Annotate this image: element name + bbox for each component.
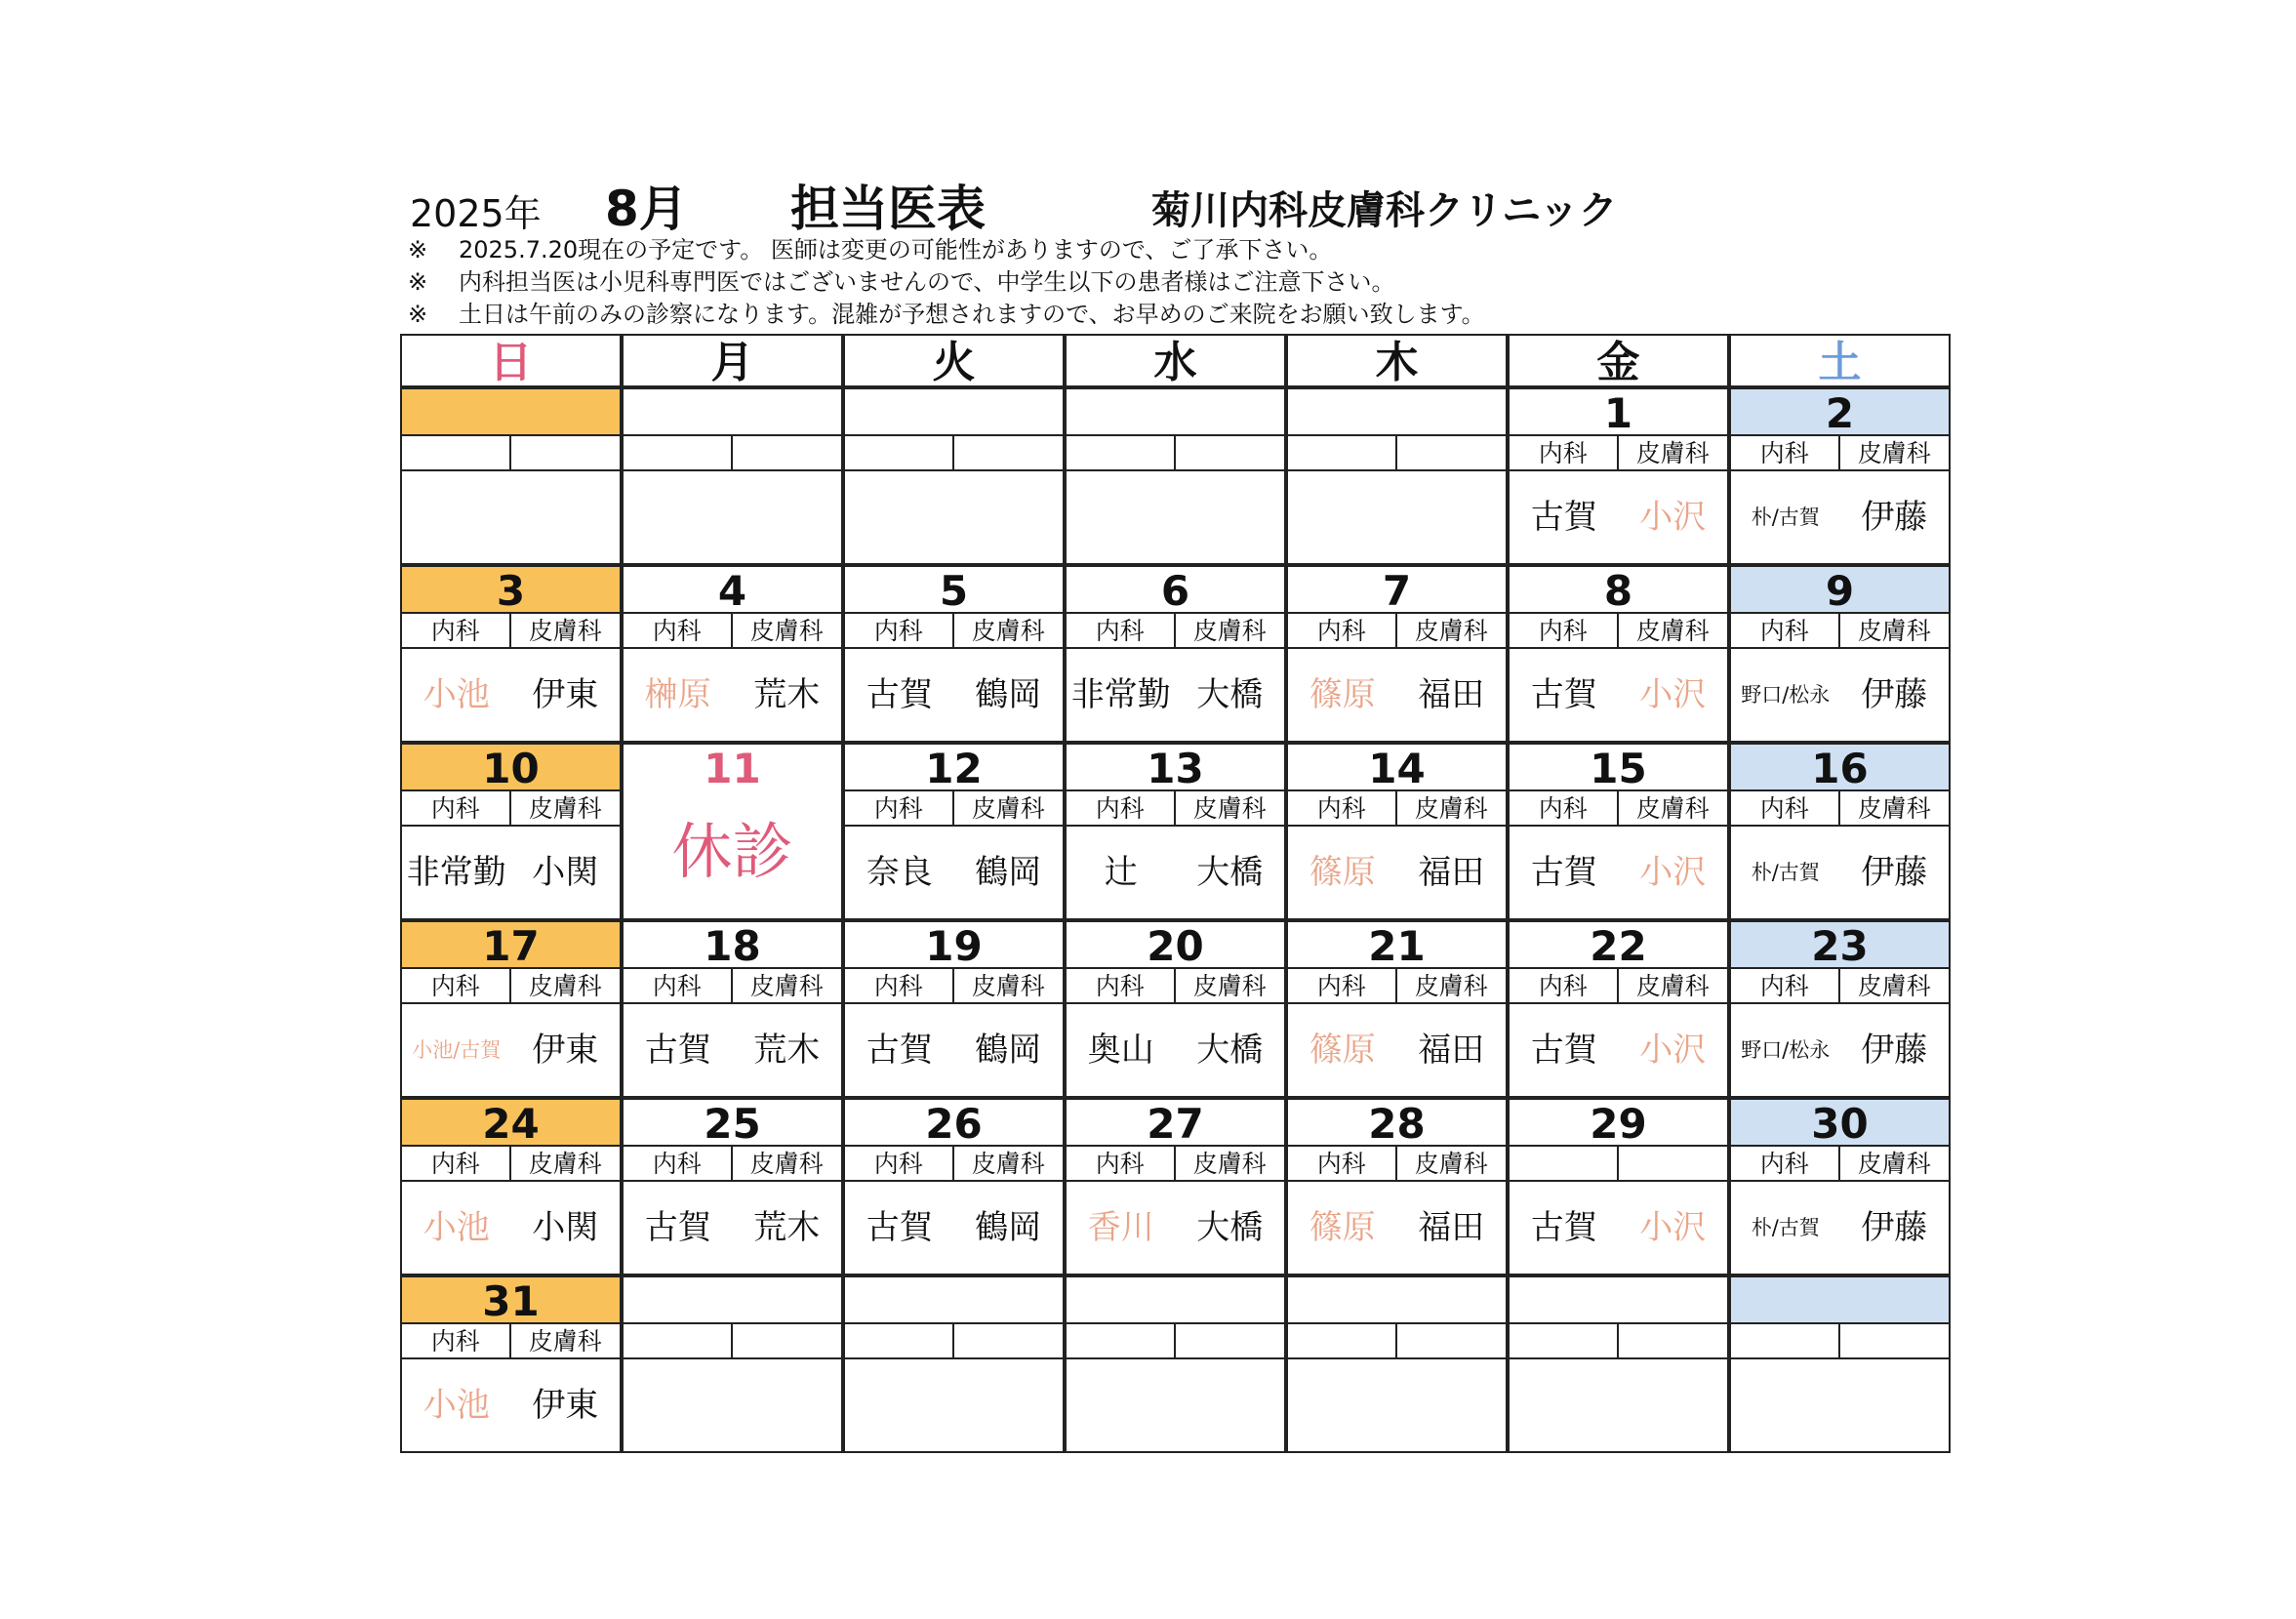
empty-dept-cell <box>845 434 954 471</box>
day-cell <box>400 1098 622 1275</box>
internal-dept-label: 内科 <box>1510 434 1619 471</box>
empty-dept-cell <box>1288 434 1397 471</box>
empty-dept-cell <box>1510 1322 1619 1359</box>
day-number: 18 <box>704 922 761 970</box>
derm-doctor: 鶴岡 <box>975 675 1042 714</box>
day-cell <box>1065 565 1286 743</box>
internal-dept-label: 内科 <box>1510 967 1619 1004</box>
day-cell <box>400 387 622 565</box>
month-label: 8月 <box>605 181 688 237</box>
day-cell <box>843 565 1065 743</box>
day-number: 17 <box>402 922 620 967</box>
derm-doctor: 福田 <box>1418 675 1485 714</box>
empty-dept-cell <box>1067 1322 1176 1359</box>
derm-doctor: 福田 <box>1418 1208 1485 1247</box>
day-cell <box>1286 565 1508 743</box>
day-number: 26 <box>925 1100 983 1148</box>
derm-doctor: 小関 <box>532 853 599 892</box>
day-number: 31 <box>402 1277 620 1322</box>
internal-dept-label: 内科 <box>1731 612 1840 649</box>
day-cell <box>1508 387 1729 565</box>
day-cell <box>843 387 1065 565</box>
empty-dept-cell <box>1619 1322 1728 1359</box>
day-number: 11 <box>704 745 761 792</box>
day-number: 2 <box>1731 389 1949 434</box>
day-number: 7 <box>1382 567 1412 615</box>
derm-dept-label: 皮膚科 <box>1619 967 1728 1004</box>
day-cell <box>1065 1098 1286 1275</box>
derm-doctor: 大橋 <box>1196 675 1264 714</box>
derm-doctor: 福田 <box>1418 1031 1485 1070</box>
note-line <box>408 299 2067 331</box>
internal-doctor: 香川 <box>1087 1208 1154 1247</box>
day-number: 16 <box>1731 745 1949 789</box>
internal-doctor: 古賀 <box>1530 498 1597 537</box>
derm-doctor: 伊東 <box>532 1031 599 1070</box>
derm-doctor: 小沢 <box>1639 498 1707 537</box>
empty-dept-cell <box>954 434 1064 471</box>
internal-doctor: 小池/古賀 <box>412 1038 502 1062</box>
derm-doctor: 伊藤 <box>1861 853 1928 892</box>
day-number: 15 <box>1590 745 1647 792</box>
day-cell <box>1065 743 1286 920</box>
derm-dept-label: 皮膚科 <box>1840 612 1950 649</box>
day-number: 28 <box>1368 1100 1426 1148</box>
derm-dept-label: 皮膚科 <box>511 967 621 1004</box>
empty-dept-cell <box>845 1322 954 1359</box>
day-cell <box>1286 920 1508 1098</box>
day-number: 14 <box>1368 745 1426 792</box>
derm-dept-label: 皮膚科 <box>1397 1145 1507 1182</box>
empty-dept-cell <box>1176 1322 1285 1359</box>
internal-dept-label: 内科 <box>1731 434 1840 471</box>
empty-dept-cell <box>1510 1145 1619 1182</box>
day-number <box>624 1277 841 1322</box>
weekday-header: 火 <box>843 334 1065 387</box>
derm-doctor: 鶴岡 <box>975 853 1042 892</box>
derm-dept-label: 皮膚科 <box>954 789 1064 827</box>
day-cell <box>1729 565 1951 743</box>
day-cell <box>1729 1098 1951 1275</box>
derm-doctor: 小沢 <box>1639 1208 1707 1247</box>
day-number <box>845 389 1063 434</box>
day-cell <box>843 920 1065 1098</box>
day-number <box>1731 1277 1949 1322</box>
internal-doctor: 奥山 <box>1087 1031 1154 1070</box>
internal-doctor: 朴/古賀 <box>1751 1216 1820 1239</box>
derm-dept-label: 皮膚科 <box>954 1145 1064 1182</box>
internal-dept-label: 内科 <box>1288 1145 1397 1182</box>
internal-doctor: 非常勤 <box>1070 675 1171 714</box>
day-number: 5 <box>939 567 969 615</box>
day-number: 30 <box>1731 1100 1949 1145</box>
internal-doctor: 野口/松永 <box>1741 683 1831 707</box>
derm-dept-label: 皮膚科 <box>1397 612 1507 649</box>
empty-dept-cell <box>511 434 621 471</box>
note-mark: ※ <box>408 301 428 328</box>
day-cell <box>622 1098 843 1275</box>
empty-dept-cell <box>1840 1322 1950 1359</box>
derm-dept-label: 皮膚科 <box>954 612 1064 649</box>
week-row <box>400 387 1954 565</box>
internal-doctor: 篠原 <box>1309 1208 1376 1247</box>
day-cell <box>1065 1275 1286 1453</box>
internal-doctor: 古賀 <box>1530 853 1597 892</box>
internal-dept-label: 内科 <box>845 612 954 649</box>
derm-doctor: 伊藤 <box>1861 1208 1928 1247</box>
day-cell <box>622 743 843 920</box>
internal-doctor: 野口/松永 <box>1741 1038 1831 1062</box>
day-cell <box>622 1275 843 1453</box>
day-cell <box>843 1098 1065 1275</box>
derm-doctor: 福田 <box>1418 853 1485 892</box>
empty-dept-cell <box>624 1322 733 1359</box>
note-text: 2025.7.20現在の予定です。 医師は変更の可能性がありますので、ご了承下さい。 <box>459 236 1333 263</box>
day-cell <box>622 387 843 565</box>
derm-doctor: 伊藤 <box>1861 675 1928 714</box>
day-number: 20 <box>1147 922 1204 970</box>
clinic-name: 菊川内科皮膚科クリニック <box>1151 188 1618 233</box>
derm-dept-label: 皮膚科 <box>954 967 1064 1004</box>
day-number <box>624 389 841 434</box>
derm-dept-label: 皮膚科 <box>1619 612 1728 649</box>
empty-dept-cell <box>1176 434 1285 471</box>
day-number <box>1288 1277 1506 1322</box>
internal-doctor: 古賀 <box>866 675 933 714</box>
derm-dept-label: 皮膚科 <box>511 1145 621 1182</box>
day-number: 8 <box>1603 567 1633 615</box>
derm-doctor: 荒木 <box>753 1031 821 1070</box>
day-cell <box>1508 920 1729 1098</box>
derm-doctor: 大橋 <box>1196 853 1264 892</box>
derm-doctor: 鶴岡 <box>975 1208 1042 1247</box>
empty-dept-cell <box>1067 434 1176 471</box>
derm-doctor: 小沢 <box>1639 853 1707 892</box>
derm-dept-label: 皮膚科 <box>1176 789 1285 827</box>
empty-dept-cell <box>1397 434 1507 471</box>
derm-dept-label: 皮膚科 <box>733 1145 842 1182</box>
day-number <box>845 1277 1063 1322</box>
weekday-header: 金 <box>1508 334 1729 387</box>
day-number: 19 <box>925 922 983 970</box>
internal-doctor: 古賀 <box>1530 1031 1597 1070</box>
internal-dept-label: 内科 <box>402 1322 511 1359</box>
derm-dept-label: 皮膚科 <box>511 612 621 649</box>
day-number <box>1510 1277 1727 1322</box>
empty-dept-cell <box>1397 1322 1507 1359</box>
internal-dept-label: 内科 <box>1067 967 1176 1004</box>
note-text: 内科担当医は小児科専門医ではございませんので、中学生以下の患者様はご注意下さい。 <box>459 268 1395 296</box>
day-number <box>1067 389 1284 434</box>
day-number: 1 <box>1603 389 1633 437</box>
empty-dept-cell <box>733 1322 842 1359</box>
derm-doctor: 伊東 <box>532 1386 599 1425</box>
internal-doctor: 小池 <box>423 675 490 714</box>
weekday-header: 土 <box>1729 334 1951 387</box>
weekday-header: 木 <box>1286 334 1508 387</box>
internal-doctor: 篠原 <box>1309 675 1376 714</box>
derm-dept-label: 皮膚科 <box>1840 789 1950 827</box>
empty-dept-cell <box>1731 1322 1840 1359</box>
internal-doctor: 古賀 <box>1530 1208 1597 1247</box>
day-cell <box>622 920 843 1098</box>
day-cell <box>1286 387 1508 565</box>
day-cell <box>1508 565 1729 743</box>
internal-dept-label: 内科 <box>845 1145 954 1182</box>
day-cell <box>1065 387 1286 565</box>
derm-dept-label: 皮膚科 <box>511 1322 621 1359</box>
derm-doctor: 荒木 <box>753 1208 821 1247</box>
derm-dept-label: 皮膚科 <box>1619 789 1728 827</box>
notes <box>408 234 2067 331</box>
derm-dept-label: 皮膚科 <box>511 789 621 827</box>
day-cell <box>400 920 622 1098</box>
day-cell <box>400 565 622 743</box>
derm-dept-label: 皮膚科 <box>1176 612 1285 649</box>
internal-dept-label: 内科 <box>402 1145 511 1182</box>
internal-dept-label: 内科 <box>845 967 954 1004</box>
derm-dept-label: 皮膚科 <box>1619 434 1728 471</box>
derm-dept-label: 皮膚科 <box>1397 789 1507 827</box>
derm-dept-label: 皮膚科 <box>1840 967 1950 1004</box>
day-cell <box>1729 920 1951 1098</box>
day-cell <box>400 743 622 920</box>
internal-doctor: 辻 <box>1104 853 1138 892</box>
note-line <box>408 234 2067 266</box>
day-cell <box>1729 1275 1951 1453</box>
day-cell <box>1508 1275 1729 1453</box>
weekday-header: 月 <box>622 334 843 387</box>
day-cell <box>1286 743 1508 920</box>
week-row <box>400 920 1954 1098</box>
weekday-header: 水 <box>1065 334 1286 387</box>
day-number: 12 <box>925 745 983 792</box>
internal-dept-label: 内科 <box>1731 1145 1840 1182</box>
derm-dept-label: 皮膚科 <box>1840 434 1950 471</box>
derm-dept-label: 皮膚科 <box>1397 967 1507 1004</box>
day-cell <box>1729 743 1951 920</box>
year-label: 2025年 <box>410 192 542 235</box>
day-number: 4 <box>717 567 747 615</box>
internal-dept-label: 内科 <box>624 967 733 1004</box>
day-number: 27 <box>1147 1100 1204 1148</box>
day-cell <box>1729 387 1951 565</box>
page-title: 担当医表 <box>790 181 986 237</box>
internal-doctor: 篠原 <box>1309 1031 1376 1070</box>
internal-dept-label: 内科 <box>1067 789 1176 827</box>
day-cell <box>1065 920 1286 1098</box>
day-cell <box>843 1275 1065 1453</box>
internal-dept-label: 内科 <box>1731 967 1840 1004</box>
derm-dept-label: 皮膚科 <box>733 967 842 1004</box>
derm-dept-label: 皮膚科 <box>1176 967 1285 1004</box>
note-mark: ※ <box>408 236 428 263</box>
internal-dept-label: 内科 <box>624 612 733 649</box>
week-row <box>400 1098 1954 1275</box>
schedule-calendar <box>400 334 1954 1456</box>
derm-doctor: 鶴岡 <box>975 1031 1042 1070</box>
internal-dept-label: 内科 <box>402 789 511 827</box>
internal-dept-label: 内科 <box>624 1145 733 1182</box>
derm-doctor: 大橋 <box>1196 1031 1264 1070</box>
internal-dept-label: 内科 <box>1067 1145 1176 1182</box>
closed-label: 休診 <box>671 816 793 887</box>
week-row <box>400 1275 1954 1453</box>
derm-doctor: 伊藤 <box>1861 1031 1928 1070</box>
day-number: 29 <box>1590 1100 1647 1148</box>
empty-dept-cell <box>1619 1145 1728 1182</box>
header <box>400 166 1961 237</box>
internal-dept-label: 内科 <box>1731 789 1840 827</box>
internal-dept-label: 内科 <box>1288 612 1397 649</box>
note-mark: ※ <box>408 268 428 296</box>
derm-doctor: 小沢 <box>1639 1031 1707 1070</box>
internal-doctor: 小池 <box>423 1386 490 1425</box>
internal-dept-label: 内科 <box>845 789 954 827</box>
derm-dept-label: 皮膚科 <box>1840 1145 1950 1182</box>
day-number: 21 <box>1368 922 1426 970</box>
day-number: 6 <box>1160 567 1190 615</box>
day-cell <box>1286 1098 1508 1275</box>
derm-dept-label: 皮膚科 <box>733 612 842 649</box>
derm-doctor: 小関 <box>532 1208 599 1247</box>
day-cell <box>843 743 1065 920</box>
day-cell <box>622 565 843 743</box>
derm-doctor: 伊東 <box>532 675 599 714</box>
internal-doctor: 古賀 <box>644 1031 711 1070</box>
empty-dept-cell <box>733 434 842 471</box>
derm-dept-label: 皮膚科 <box>1176 1145 1285 1182</box>
derm-doctor: 小沢 <box>1639 675 1707 714</box>
week-row <box>400 743 1954 920</box>
day-number <box>1067 1277 1284 1322</box>
internal-doctor: 小池 <box>423 1208 490 1247</box>
day-cell <box>1508 1098 1729 1275</box>
internal-doctor: 古賀 <box>1530 675 1597 714</box>
internal-doctor: 篠原 <box>1309 853 1376 892</box>
internal-dept-label: 内科 <box>1288 789 1397 827</box>
empty-dept-cell <box>624 434 733 471</box>
internal-doctor: 古賀 <box>866 1031 933 1070</box>
day-number: 3 <box>402 567 620 612</box>
internal-dept-label: 内科 <box>1510 612 1619 649</box>
day-number: 24 <box>402 1100 620 1145</box>
day-number: 23 <box>1731 922 1949 967</box>
internal-doctor: 榊原 <box>644 675 711 714</box>
derm-doctor: 大橋 <box>1196 1208 1264 1247</box>
day-cell <box>1286 1275 1508 1453</box>
empty-dept-cell <box>1288 1322 1397 1359</box>
day-number: 9 <box>1731 567 1949 612</box>
note-line <box>408 266 2067 299</box>
derm-doctor: 伊藤 <box>1861 498 1928 537</box>
internal-doctor: 非常勤 <box>406 853 506 892</box>
day-number: 10 <box>402 745 620 789</box>
empty-dept-cell <box>402 434 511 471</box>
internal-doctor: 奈良 <box>866 853 933 892</box>
weekday-header: 日 <box>400 334 622 387</box>
note-text: 土日は午前のみの診察になります。混雑が予想されますので、お早めのご来院をお願い致します。 <box>459 301 1485 328</box>
day-number: 13 <box>1147 745 1204 792</box>
internal-doctor: 朴/古賀 <box>1751 506 1820 529</box>
day-number: 25 <box>704 1100 761 1148</box>
day-cell <box>400 1275 622 1453</box>
day-number <box>402 389 620 434</box>
day-number: 22 <box>1590 922 1647 970</box>
internal-dept-label: 内科 <box>402 612 511 649</box>
internal-dept-label: 内科 <box>1288 967 1397 1004</box>
internal-dept-label: 内科 <box>1510 789 1619 827</box>
derm-doctor: 荒木 <box>753 675 821 714</box>
internal-doctor: 古賀 <box>866 1208 933 1247</box>
day-number <box>1288 389 1506 434</box>
empty-dept-cell <box>954 1322 1064 1359</box>
internal-dept-label: 内科 <box>1067 612 1176 649</box>
internal-doctor: 朴/古賀 <box>1751 861 1820 884</box>
internal-dept-label: 内科 <box>402 967 511 1004</box>
internal-doctor: 古賀 <box>644 1208 711 1247</box>
week-row <box>400 565 1954 743</box>
day-cell <box>1508 743 1729 920</box>
